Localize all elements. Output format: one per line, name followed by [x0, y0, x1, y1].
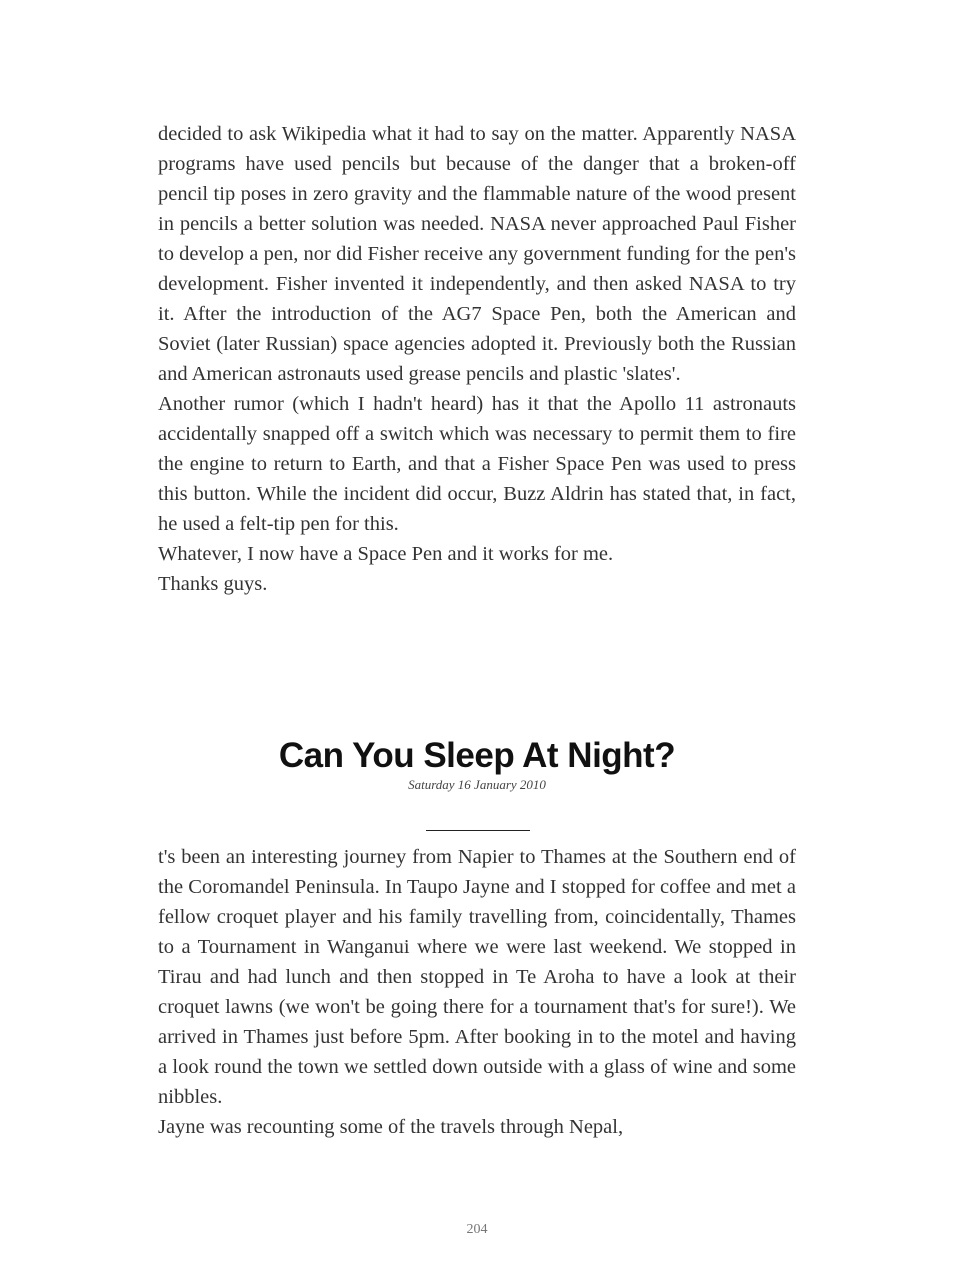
- paragraph-nepal: Jayne was recounting some of the travels through Nepal,: [158, 1116, 624, 1138]
- paragraph-apollo-rumor: Another rumor (which I hadn't heard) has it that the Apollo 11 astronauts accidentally snapped off a switch which was necessary to permit them to fire the engine to return to Earth, and that a Fisher Space Pen was used to press this button. While the incident did occur, Buzz Aldrin has stated that, in fact, he used a felt-tip pen for this.: [158, 393, 796, 535]
- paragraph-thanks: Thanks guys.: [158, 573, 268, 595]
- previous-post-body: [158, 119, 796, 599]
- paragraph-wikipedia: decided to ask Wikipedia what it had to say on the matter. Apparently NASA programs have used pencils but because of the danger that a broken-off pencil tip poses in zero gravity and the flammable nature of the wood present in pencils a better solution was needed. NASA never approached Paul Fisher to develop a pen, nor did Fisher receive any government funding for the pen's development. Fisher invented it independently, and then asked NASA to try it. After the introduction of the AG7 Space Pen, both the American and Soviet (later Russian) space agencies adopted it. Previously both the Russian and American astronauts used grease pencils and plastic 'slates'.: [158, 123, 796, 385]
- post-date: Saturday 16 January 2010: [408, 777, 546, 792]
- title-divider: [426, 830, 530, 831]
- paragraph-whatever: Whatever, I now have a Space Pen and it works for me.: [158, 543, 614, 565]
- page-number: 204: [466, 1222, 488, 1237]
- paragraph-journey: t's been an interesting journey from Napier to Thames at the Southern end of the Coromandel Peninsula. In Taupo Jayne and I stopped for coffee and met a fellow croquet player and his family travelling from, coincidentally, Thames to a Tournament in Wanganui where we were last weekend. We stopped in Tirau and had lunch and then stopped in Te Aroha to have a look at their croquet lawns (we won't be going there for a tournament that's for sure!). We arrived in Thames just before 5pm. After booking in to the motel and having a look round the town we settled down outside with a glass of wine and some nibbles.: [158, 846, 796, 1108]
- post-body: [158, 842, 796, 1142]
- post-title: Can You Sleep At Night?: [278, 736, 676, 775]
